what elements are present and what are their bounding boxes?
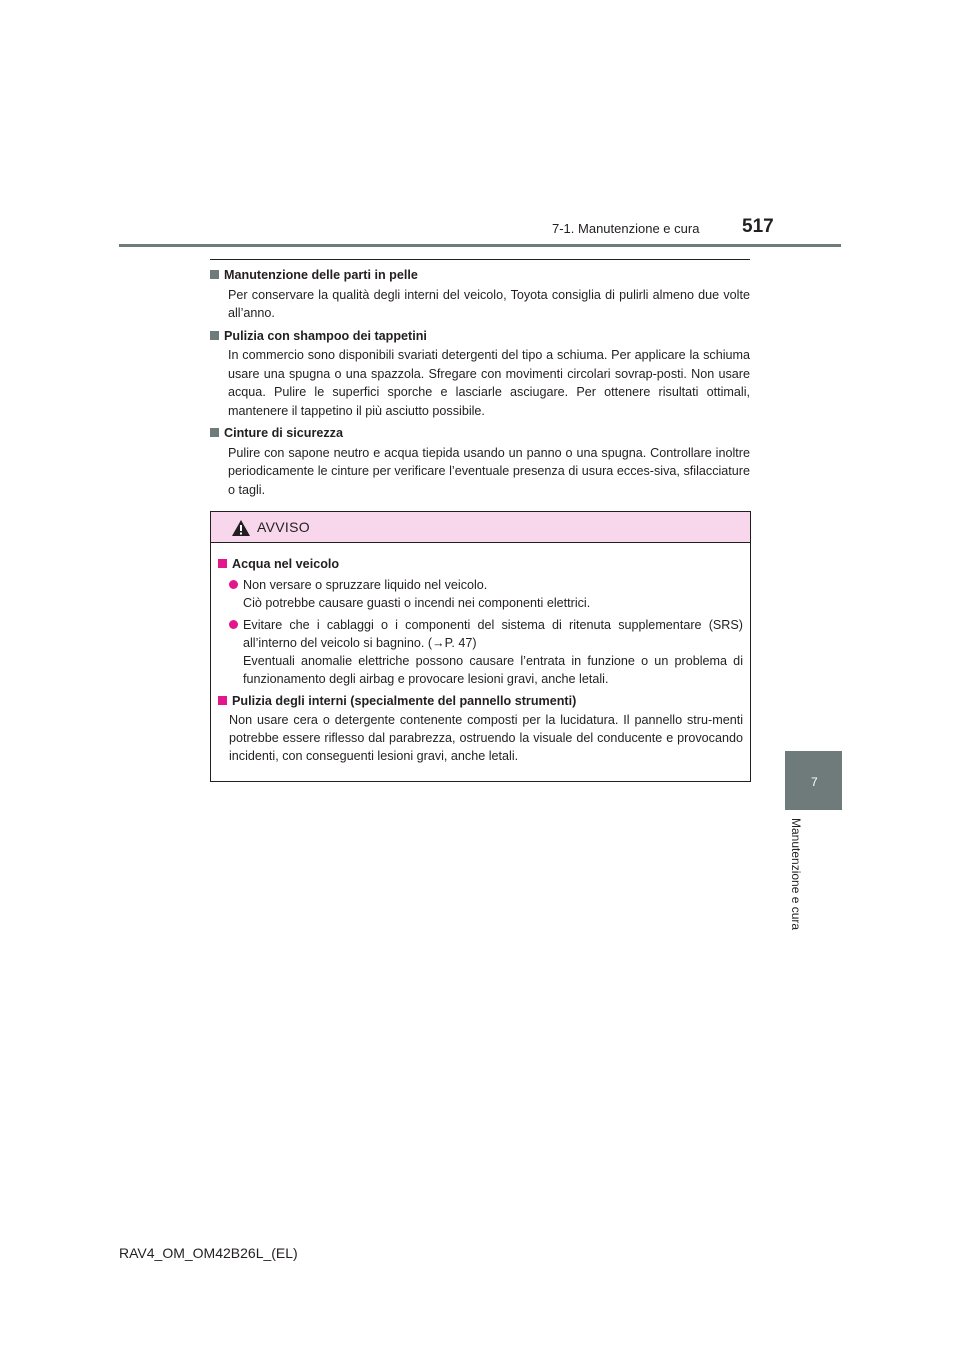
warning-box [210,511,751,782]
chapter-heading: 7-1. Manutenzione e cura [552,221,700,236]
document-code: RAV4_OM_OM42B26L_(EL) [119,1245,298,1261]
section-text: Pulire con sapone neutro e acqua tiepida usando un panno o una spugna. Controllare inoltre periodicamente le cinture per verificare l’eventuale presenza di usura ecces-siva, sfilacciature o tagli. [228,445,750,497]
section-text: Per conservare la qualità degli interni del veicolo, Toyota consiglia di pulirli almeno due volte all’anno. [228,287,750,320]
section-title: Pulizia con shampoo dei tappetini [210,327,750,346]
section-divider [210,259,750,260]
square-bullet-icon [218,696,227,705]
square-bullet-icon [210,270,219,279]
section-text: In commercio sono disponibili svariati detergenti del tipo a schiuma. Per applicare la schiuma usare una spugna o una spazzola. Sfregare con movimenti circolari sovrap-posti. Non usare acqua. Pulire le superfici sporche e lasciarle asciugare. Per ottenere risultati ottimali, mantenere il tappetino il più asciutto possibile. [228,348,750,418]
section-title: Cinture di sicurezza [210,424,750,443]
page-number: 517 [742,216,774,237]
warning-triangle-icon [231,519,251,537]
warning-bullet: Non versare o spruzzare liquido nel veicolo. Ciò potrebbe causare guasti o incendi nei componenti elettrici. [229,576,743,612]
section-title: Manutenzione delle parti in pelle [210,266,750,285]
warning-label: AVVISO [257,519,310,535]
chapter-tab [785,751,842,810]
warning-bullet: Evitare che i cablaggi o i componenti del sistema di ritenuta supplementare (SRS) all’interno del veicolo si bagnino. (→P. 47) Eventuali anomalie elettriche possono causare l’entrata in funzione o un problema di funzionamento degli airbag e provocare lesioni gravi, anche letali. [229,616,743,688]
warning-subtitle: Pulizia degli interni (specialmente del pannello strumenti) [218,692,743,710]
warning-text: Non usare cera o detergente contenente composti per la lucidatura. Il pannello stru-menti potrebbe essere riflesso dal parabrezza, ostruendo la visuale del conducente e provocando incidenti, con conseguenti lesioni gravi, anche letali. [229,713,743,763]
warning-body [211,543,750,765]
warning-header [211,512,750,543]
chapter-number: 7 [811,775,818,789]
square-bullet-icon [218,559,227,568]
header-rule [119,244,841,247]
square-bullet-icon [210,428,219,437]
warning-subtitle: Acqua nel veicolo [218,555,743,573]
square-bullet-icon [210,331,219,340]
main-content [210,266,750,503]
chapter-tab-label: Manutenzione e cura [789,818,803,931]
round-bullet-icon [229,580,238,589]
round-bullet-icon [229,620,238,629]
